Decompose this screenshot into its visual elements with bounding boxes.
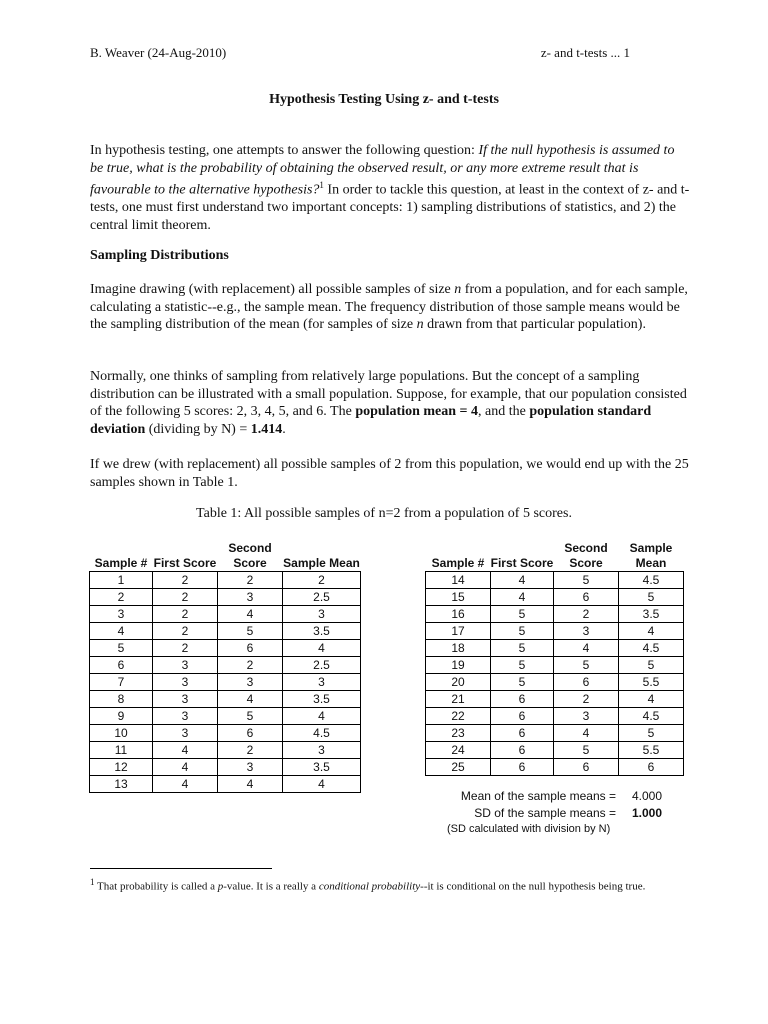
cell-sample-mean: 4.5 [619,708,684,725]
cell-second-score: 4 [218,606,283,623]
mean-of-means-label: Mean of the sample means = [460,789,616,803]
cell-second-score: 3 [554,623,619,640]
cell-sample-mean: 4 [283,708,361,725]
cell-sample-mean: 3.5 [283,759,361,776]
cell-first-score: 6 [491,742,554,759]
cell-second-score: 2 [218,657,283,674]
cell-sample-num: 11 [90,742,153,759]
cell-second-score: 6 [554,674,619,691]
cell-sample-num: 1 [90,572,153,589]
col-header-first: First Score [153,556,217,570]
col-header-sample: Sample # [431,556,485,570]
section-heading: Sampling Distributions [90,248,229,263]
cell-first-score: 5 [491,657,554,674]
table-row [426,606,684,623]
cell-first-score: 6 [491,725,554,742]
cell-first-score: 3 [153,657,218,674]
cell-second-score: 4 [554,640,619,657]
cell-first-score: 5 [491,623,554,640]
table-row [90,589,361,606]
header-right: z- and t-tests ... 1 [540,45,630,60]
cell-sample-num: 12 [90,759,153,776]
footnote: $^1$ That probability is called a p-value. It is a really a conditional probability--it is conditional on the null hypothesis being true. [90,877,646,893]
cell-first-score: 4 [491,589,554,606]
table-row [90,606,361,623]
cell-sample-num: 22 [426,708,491,725]
cell-sample-num: 17 [426,623,491,640]
cell-sample-mean: 3.5 [619,606,684,623]
table-caption: Table 1: All possible samples of n=2 from a population of 5 scores. [196,506,572,521]
cell-sample-mean: 5.5 [619,742,684,759]
table-row [426,657,684,674]
cell-second-score: 2 [218,742,283,759]
table-row [426,572,684,589]
cell-first-score: 2 [153,589,218,606]
table-row [90,776,361,793]
table-row [90,572,361,589]
cell-sample-mean: 2.5 [283,589,361,606]
cell-first-score: 2 [153,623,218,640]
cell-sample-mean: 4 [283,776,361,793]
cell-sample-num: 13 [90,776,153,793]
cell-sample-mean: 4 [619,691,684,708]
cell-second-score: 5 [554,742,619,759]
paragraph-sampling: Imagine drawing (with replacement) all possible samples of size n from a population, and for each sample, calculating a statistic--e.g., the sample mean. The frequency distribution of those sample means would be the sampling distribution of the mean (for samples of size n drawn from that particular population). [90,282,688,332]
table-row [426,708,684,725]
cell-sample-num: 25 [426,759,491,776]
header-left: B. Weaver (24-Aug-2010) [90,45,227,60]
table-row [426,725,684,742]
cell-second-score: 5 [554,572,619,589]
footnote-divider [90,868,272,869]
cell-first-score: 3 [153,725,218,742]
cell-sample-num: 5 [90,640,153,657]
cell-sample-mean: 3 [283,606,361,623]
cell-sample-mean: 3 [283,742,361,759]
cell-sample-mean: 5.5 [619,674,684,691]
cell-second-score: 6 [218,725,283,742]
cell-sample-mean: 5 [619,589,684,606]
cell-second-score: 2 [554,606,619,623]
col-header-mean: Sample Mean [283,556,360,570]
sd-of-means-value: 1.000 [632,806,663,820]
cell-sample-mean: 6 [619,759,684,776]
mean-of-means-value: 4.000 [632,789,663,803]
cell-sample-num: 6 [90,657,153,674]
cell-second-score: 3 [218,759,283,776]
table-row [426,674,684,691]
cell-sample-mean: 5 [619,725,684,742]
cell-first-score: 3 [153,708,218,725]
cell-second-score: 3 [218,589,283,606]
cell-sample-mean: 3.5 [283,623,361,640]
cell-sample-num: 8 [90,691,153,708]
table-row [90,708,361,725]
intro-paragraph: In hypothesis testing, one attempts to answer the following question: If the null hypothesis is assumed to be true, what is the probability of obtaining the observed result, or any more extreme result that is favourable to the alternative hypothesis?$^1$ In order to tackle this question, at least in the context of z- and t-tests, one must first understand two important concepts: 1) sampling distributions of statistics, and 2) the central limit theorem. [90,143,690,233]
col-header-mean: Sample Mean [629,541,673,570]
cell-first-score: 2 [153,640,218,657]
page-title: Hypothesis Testing Using z- and t-tests [269,92,499,107]
col-header-sample: Sample # [94,556,148,570]
cell-sample-mean: 4 [619,623,684,640]
cell-second-score: 3 [218,674,283,691]
cell-first-score: 4 [153,759,218,776]
cell-sample-num: 15 [426,589,491,606]
cell-sample-mean: 5 [619,657,684,674]
table-row [426,742,684,759]
cell-first-score: 3 [153,691,218,708]
cell-sample-mean: 3 [283,674,361,691]
cell-sample-num: 24 [426,742,491,759]
cell-sample-mean: 4.5 [619,572,684,589]
cell-sample-mean: 4 [283,640,361,657]
cell-second-score: 4 [218,776,283,793]
samples-table-left [89,538,361,793]
cell-sample-mean: 4.5 [619,640,684,657]
cell-sample-num: 21 [426,691,491,708]
cell-first-score: 4 [153,776,218,793]
cell-sample-num: 10 [90,725,153,742]
cell-second-score: 5 [218,708,283,725]
cell-second-score: 6 [554,589,619,606]
cell-sample-num: 3 [90,606,153,623]
table-row [426,589,684,606]
cell-first-score: 6 [491,708,554,725]
cell-second-score: 2 [218,572,283,589]
sd-note: (SD calculated with division by N) [447,823,611,835]
table-row [90,640,361,657]
cell-sample-num: 9 [90,708,153,725]
table-row [90,691,361,708]
table-row [90,623,361,640]
cell-first-score: 2 [153,606,218,623]
table-header-row [90,538,361,572]
sd-of-means-label: SD of the sample means = [474,806,616,820]
cell-first-score: 2 [153,572,218,589]
cell-sample-num: 20 [426,674,491,691]
cell-first-score: 5 [491,640,554,657]
table-row [90,657,361,674]
col-header-second: Second Score [564,541,608,570]
col-header-second: Second Score [228,541,272,570]
cell-sample-mean: 4.5 [283,725,361,742]
cell-sample-num: 14 [426,572,491,589]
table-row [426,623,684,640]
table-row [426,691,684,708]
cell-second-score: 6 [218,640,283,657]
cell-second-score: 5 [554,657,619,674]
cell-sample-num: 4 [90,623,153,640]
col-header-first: First Score [490,556,554,570]
paragraph-population: Normally, one thinks of sampling from relatively large populations. But the concept of a sampling distribution can be illustrated with a small population. Suppose, for example, that our population consisted of the following 5 scores: 2, 3, 4, 5, and 6. The population mean = 4, and the population standard deviation (dividing by N) = 1.414. [90,369,687,437]
cell-sample-num: 16 [426,606,491,623]
table-header-row [426,538,684,572]
cell-first-score: 5 [491,606,554,623]
table-row [90,725,361,742]
cell-second-score: 2 [554,691,619,708]
table-row [90,674,361,691]
cell-second-score: 6 [554,759,619,776]
cell-sample-num: 19 [426,657,491,674]
cell-first-score: 6 [491,759,554,776]
table-row [90,759,361,776]
cell-sample-num: 18 [426,640,491,657]
cell-sample-mean: 3.5 [283,691,361,708]
cell-second-score: 5 [218,623,283,640]
cell-sample-num: 23 [426,725,491,742]
cell-second-score: 4 [218,691,283,708]
cell-second-score: 3 [554,708,619,725]
table-row [426,759,684,776]
cell-second-score: 4 [554,725,619,742]
cell-first-score: 4 [153,742,218,759]
cell-sample-num: 7 [90,674,153,691]
cell-first-score: 5 [491,674,554,691]
paragraph-samples: If we drew (with replacement) all possible samples of 2 from this population, we would end up with the 25 samples shown in Table 1. [90,457,689,490]
table-row [426,640,684,657]
cell-sample-mean: 2.5 [283,657,361,674]
cell-first-score: 4 [491,572,554,589]
cell-sample-num: 2 [90,589,153,606]
table-row [90,742,361,759]
cell-sample-mean: 2 [283,572,361,589]
cell-first-score: 6 [491,691,554,708]
samples-table-right [425,538,684,776]
cell-first-score: 3 [153,674,218,691]
